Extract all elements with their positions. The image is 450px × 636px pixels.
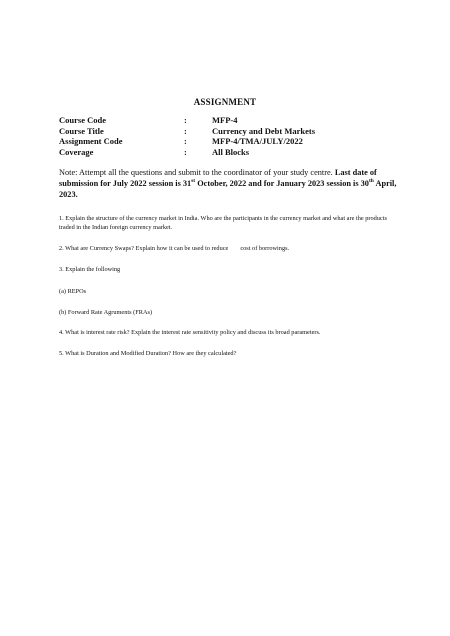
coverage-label: Coverage [59,146,94,157]
course-title-colon: : [184,125,187,136]
question-2-part2: cost of borrowings. [240,245,290,252]
course-title-value: Currency and Debt Markets [212,125,316,136]
note-deadline-part3: April, 2023. [59,179,397,200]
course-title-label: Course Title [59,125,104,136]
question-3b: (b) Forward Rate Agruments (FRAs) [59,309,153,316]
coverage-colon: : [184,146,187,157]
note-intro: Note: Attempt all the questions and submit to the coordinator of your study centre. [59,168,335,177]
question-2 [59,244,399,253]
course-code-row [59,115,399,126]
question-4: 4. What is interest rate risk? Explain the interest rate sensitivity policy and discuss its broad parameters. [59,329,321,336]
assignment-code-row [59,136,399,147]
note-deadline-part1: Last date of submission for July 2022 session is 31 [59,168,377,189]
assignment-code-value: MFP-4/TMA/JULY/2022 [212,136,303,146]
coverage-value: All Blocks [212,146,250,157]
question-3a: (a) REPOs [59,288,87,295]
course-code-label: Course Code [59,115,106,125]
note-sup-th: th [368,178,374,185]
question-1: 1. Explain the structure of the currency market in India. Who are the participants in the currency market and what are the products traded in the Indian foreign currency market. [59,215,387,232]
course-code-colon: : [184,115,187,125]
submission-note [59,167,397,201]
note-deadline-part2: October, 2022 and for January 2023 session is 30 [195,179,369,189]
question-2-part1: 2. What are Currency Swaps? Explain how it can be used to reduce [59,245,229,252]
note-sup-st: st [191,178,196,185]
coverage-row [59,147,399,158]
assignment-code-colon: : [184,136,187,146]
page-title: ASSIGNMENT [193,97,257,107]
question-3: 3. Explain the following [59,266,121,273]
course-code-value: MFP-4 [212,115,238,125]
course-info-table [59,115,399,157]
course-title-row [59,126,399,137]
question-5: 5. What is Duration and Modified Duration? How are they calculated? [59,350,237,357]
assignment-code-label: Assignment Code [59,136,123,146]
